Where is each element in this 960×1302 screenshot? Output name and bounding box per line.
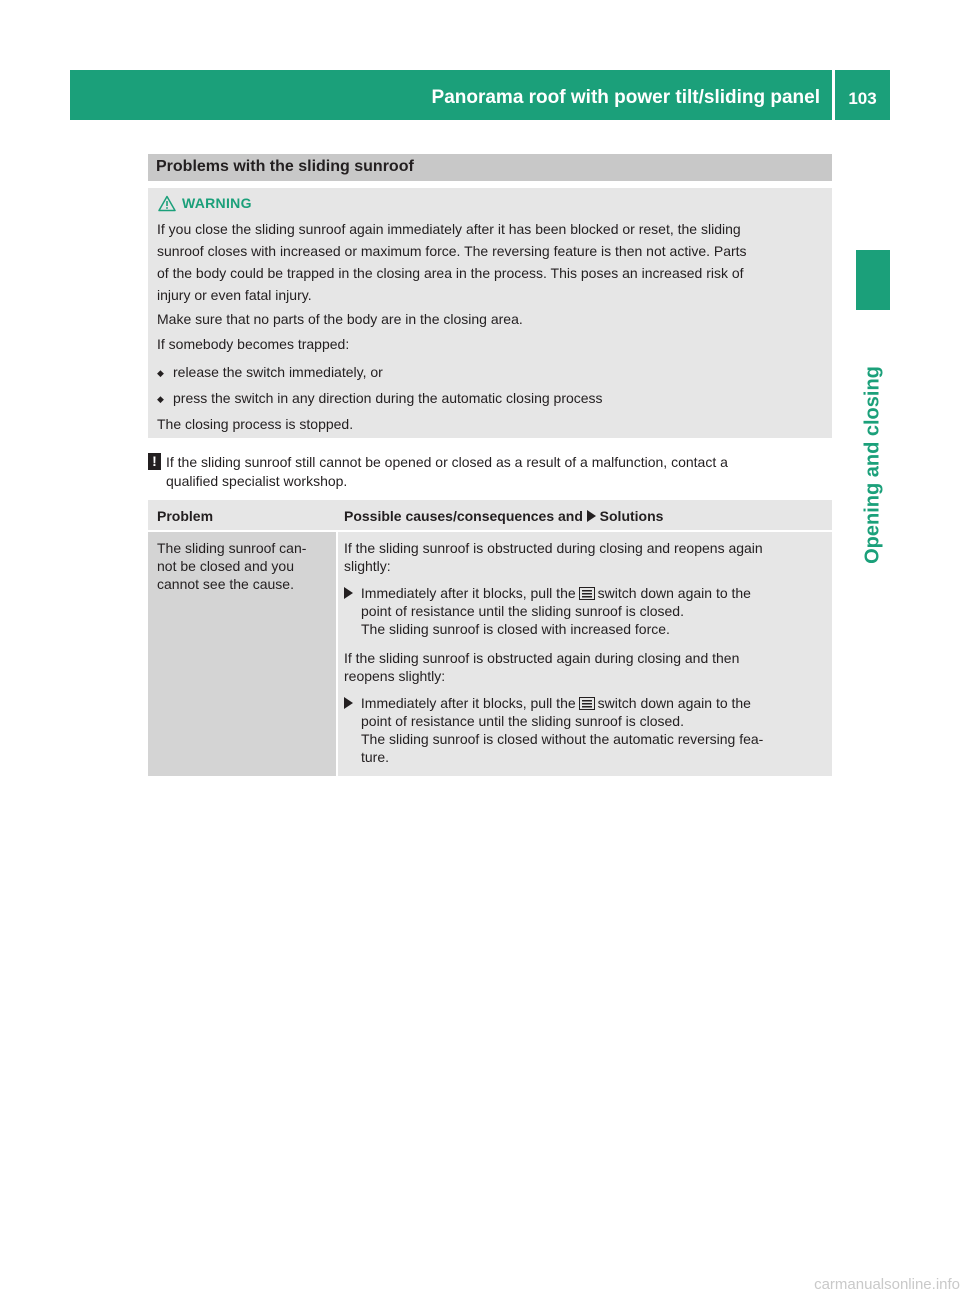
side-tab-label: Opening and closing (861, 366, 884, 564)
bullet-icon: ◆ (157, 394, 164, 404)
problem-text-line: The sliding sunroof can- (157, 540, 307, 556)
step-text-line: point of resistance until the sliding sunroof is closed. (361, 713, 684, 729)
column-header-causes: Possible causes/consequences and (344, 508, 583, 524)
arrow-right-icon (344, 697, 353, 709)
step-text-pre: Immediately after it blocks, pull the (360, 695, 576, 711)
warning-box (148, 188, 832, 438)
solution-step (344, 694, 751, 712)
sunroof-switch-icon (579, 587, 595, 600)
problem-text-line: not be closed and you (157, 558, 294, 574)
sunroof-switch-icon (579, 697, 595, 710)
cause-text-line: If the sliding sunroof is obstructed during closing and reopens again (344, 540, 763, 556)
section-heading (148, 154, 832, 181)
step-text-line: ture. (361, 749, 390, 765)
page-number: 103 (848, 89, 877, 108)
bullet-icon: ◆ (157, 368, 164, 378)
chapter-title: Panorama roof with power tilt/sliding panel (431, 87, 820, 108)
step-text-pre: Immediately after it blocks, pull the (360, 585, 576, 601)
warning-text-line: sunroof closes with increased or maximum force. The reversing feature is then not active. Parts (157, 243, 747, 259)
warning-make-sure: Make sure that no parts of the body are in the closing area. (157, 311, 523, 327)
warning-bullet-item (157, 387, 827, 410)
column-header-solutions (344, 508, 663, 524)
step-text-post: switch down again to the (597, 695, 751, 711)
warning-trapped: If somebody becomes trapped: (157, 336, 350, 352)
column-header-solutions-label: Solutions (599, 508, 664, 524)
note-text-line: If the sliding sunroof still cannot be opened or closed as a result of a malfunction, contact a (166, 454, 728, 470)
cause-text-line: If the sliding sunroof is obstructed again during closing and then (344, 650, 740, 666)
side-tab-marker (856, 250, 890, 310)
table-cell-problem (148, 532, 336, 776)
section-heading-text: Problems with the sliding sunroof (156, 158, 414, 175)
warning-bullet-item (157, 361, 827, 384)
arrow-right-icon (587, 510, 596, 522)
table-cell-solutions (338, 532, 832, 776)
step-text-line: The sliding sunroof is closed without the automatic reversing fea- (361, 731, 764, 747)
table-header-row (148, 500, 832, 531)
exclamation-icon: ! (148, 453, 161, 470)
cause-text-line: slightly: (344, 558, 391, 574)
bullet-text: release the switch immediately, or (173, 364, 383, 380)
note-text-line: qualified specialist workshop. (166, 473, 348, 489)
solution-step (344, 584, 751, 602)
column-header-problem: Problem (157, 508, 214, 524)
bullet-text: press the switch in any direction during the automatic closing process (173, 390, 603, 406)
page-number-box (835, 70, 890, 120)
cause-text-line: reopens slightly: (344, 668, 446, 684)
warning-text-line: injury or even fatal injury. (157, 287, 312, 303)
warning-stopped: The closing process is stopped. (157, 416, 354, 432)
warning-text-line: If you close the sliding sunroof again immediately after it has been blocked or reset, the sliding (157, 221, 741, 237)
problem-text-line: cannot see the cause. (157, 576, 294, 592)
header-bar (70, 70, 832, 120)
step-text-line: point of resistance until the sliding sunroof is closed. (361, 603, 684, 619)
warning-title: WARNING (182, 195, 252, 211)
warning-text-line: of the body could be trapped in the closing area in the process. This poses an increased risk of (157, 265, 744, 281)
arrow-right-icon (344, 587, 353, 599)
warning-triangle-icon (158, 195, 176, 212)
step-text-line: The sliding sunroof is closed with increased force. (361, 621, 670, 637)
watermark: carmanualsonline.info (814, 1276, 960, 1293)
step-text-post: switch down again to the (597, 585, 751, 601)
